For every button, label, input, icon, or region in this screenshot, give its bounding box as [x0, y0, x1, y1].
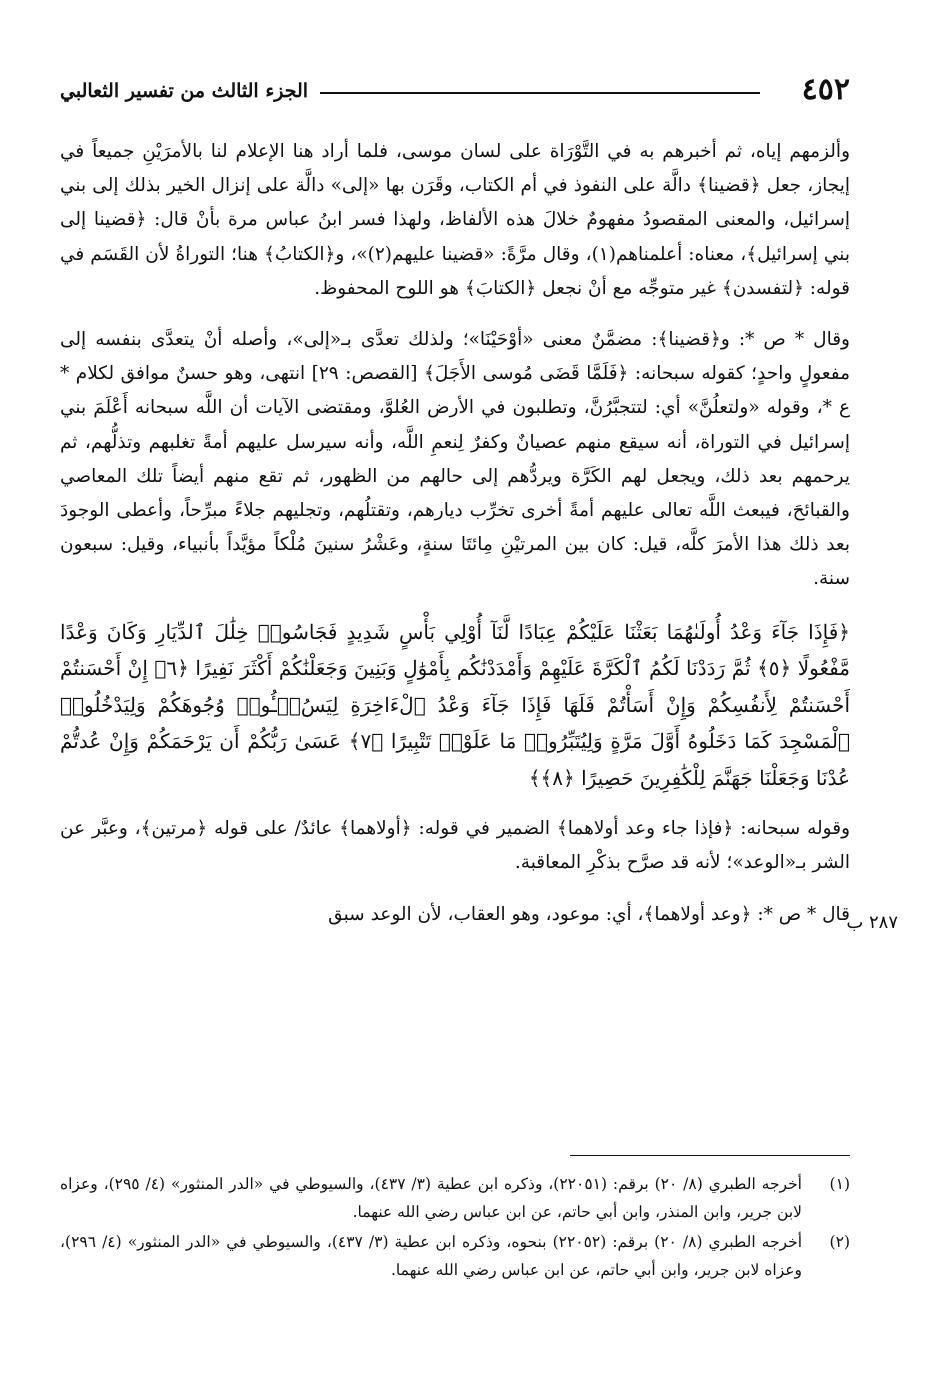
footnote-1: [60, 1170, 850, 1226]
footnote-text: أخرجه الطبري (٨/ ٢٠) برقم: (٢٢٠٥٢) بنحوه، وذكره ابن عطية (٣/ ٤٣٧)، والسيوطي في «الدر المنثور» (٤/ ٢٩٦)، وعزاه لابن جرير، وابن أبي حاتم، عن ابن عباس رضي الله عنهما.: [60, 1233, 803, 1279]
header-rule: [320, 92, 760, 94]
manuscript-folio-note: ٢٨٧ ب: [846, 912, 898, 933]
footnote-number: (١): [829, 1175, 850, 1193]
footnote-number: (٢): [829, 1233, 850, 1251]
running-title: الجزء الثالث من تفسير الثعالبي: [60, 80, 309, 102]
paragraph-4: قال * ص *: ﴿وعد أولاهما﴾، أي: موعود، وهو العقاب، لأن الوعد سبق: [328, 903, 850, 925]
page-header: [60, 70, 850, 110]
footnote-rule: [570, 1155, 850, 1156]
footnote-2: [60, 1228, 850, 1284]
page-number: ٤٥٢: [801, 72, 850, 107]
footnote-text: أخرجه الطبري (٨/ ٢٠) برقم: (٢٢٠٥١)، وذكره ابن عطية (٣/ ٤٣٧)، والسيوطي في «الدر المنثور» (٤/ ٢٩٥)، وعزاه لابن جرير، وابن المنذر، وابن أبي حاتم، عن ابن عباس رضي الله عنهما.: [60, 1175, 802, 1221]
paragraph-1: وألزمهم إياه، ثم أخبرهم به في التَّوْرَاة على لسان موسى، فلما أراد هنا الإعلام لنا بالأمرَيْنِ جميعاً في إيجاز، جعل ﴿قضينا﴾ دالَّة على النفوذ في أم الكتاب، وقَرَن بها «إلى» دالَّة على إنزال الخير بذلك إلى بني إسرائيل، والمعنى المقصودُ مفهومٌ خلالَ هذه الألفاظ، ولهذا فسر ابنُ عباس مرة بأنْ قال: ﴿قضينا إلى بني إسرائيل﴾، معناه: أعلمناهم(١)، وقال مرَّةً: «قضينا عليهم(٢)»، و﴿الكتابُ﴾ هنا؛ التوراةُ لأن القَسَم في قوله: ﴿لتفسدن﴾ غير متوجِّه مع أنْ نجعل ﴿الكتابَ﴾ هو اللوح المحفوظ.: [60, 141, 851, 299]
paragraph-3: وقوله سبحانه: ﴿فإذا جاء وعد أولاهما﴾ الضمير في قوله: ﴿أولاهما﴾ عائدٌ/ على قوله ﴿مرتين﴾، وعبَّر عن الشر بـ«الوعد»؛ لأنه قد صرَّح بذكْرِ المعاقبة.: [60, 818, 850, 874]
main-text: [60, 135, 850, 949]
paragraph-2: وقال * ص *: و﴿قضينا﴾: مضمَّنٌ معنى «أوْحَيْنَا»؛ ولذلك تعدَّى بـ«إلى»، وأصله أنْ يتعدَّى بنفسه إلى مفعولٍ واحدٍ؛ كقوله سبحانه: ﴿فَلَمَّا قَضَى مُوسى الأَجَلَ﴾ [القصص: ٢٩] انتهى، وهو حسنٌ موافق لكلام * ع *، وقوله «ولتعلُنَّ» أي: لتتجبَّرُنَّ، وتطلبون في الأرض العُلوَّ، ومقتضى الآيات أن اللَّه سبحانه أَعْلَمَ بني إسرائيل في التوراة، أنه سيقع منهم عصيانٌ وكفرٌ لِنعمِ اللَّه، وأنه سيرسل عليهم أمةً تغلبهم وتذلُّهم، ثم يرحمهم بعد ذلك، ويجعل لهم الكَرَّة ويردُّهم إلى حالهم من الظهور، ثم تقع منهم أيضاً تلك المعاصي والقبائحَ، فيبعث اللَّه تعالى عليهم أمةً أخرى تخرِّب ديارهم، وتقتلُهم، وتجليهم جلاءً مبرِّحاً، وأعطى الوجودَ بعد ذلك هذا الأمرَ كلَّه، قيل: كان بين المرتيْنِ مِائتَا سنةٍ، وعَشْرُ سنينَ مُلْكاً مؤيَّداً بأنبياء، وقيل: سبعون سنة.: [60, 329, 850, 590]
footnotes: [60, 1170, 850, 1286]
quran-passage: ﴿فَإِذَا جَآءَ وَعْدُ أُولَىٰهُمَا بَعَثْنَا عَلَيْكُمْ عِبَادًا لَّنَآ أُوْلِي بَأْسٍ شَدِيدٍ فَجَاسُوا۟ خِلَٰلَ ٱلدِّيَارِ وَكَانَ وَعْدًا مَّفْعُولًا ﴿٥﴾ ثُمَّ رَدَدْنَا لَكُمُ ٱلْكَرَّةَ عَلَيْهِمْ وَأَمْدَدْنَٰكُم بِأَمْوَٰلٍ وَبَنِينَ وَجَعَلْنَٰكُمْ أَكْثَرَ نَفِيرًا ﴿٦﴾ إِنْ أَحْسَنتُمْ أَحْسَنتُمْ لِأَنفُسِكُمْ وَإِنْ أَسَأْتُمْ فَلَهَا فَإِذَا جَآءَ وَعْدُ ٱلْءَاخِرَةِ لِيَسُۥٓـُٔوا۟ وُجُوهَكُمْ وَلِيَدْخُلُوا۟ ٱلْمَسْجِدَ كَمَا دَخَلُوهُ أَوَّلَ مَرَّةٍ وَلِيُتَبِّرُوا۟ مَا عَلَوْا۟ تَتْبِيرًا ﴿٧﴾ عَسَىٰ رَبُّكُمْ أَن يَرْحَمَكُمْ وَإِنْ عُدتُّمْ عُدْنَا وَجَعَلْنَا جَهَنَّمَ لِلْكَٰفِرِينَ حَصِيرًا ﴿٨﴾﴾: [60, 619, 850, 790]
